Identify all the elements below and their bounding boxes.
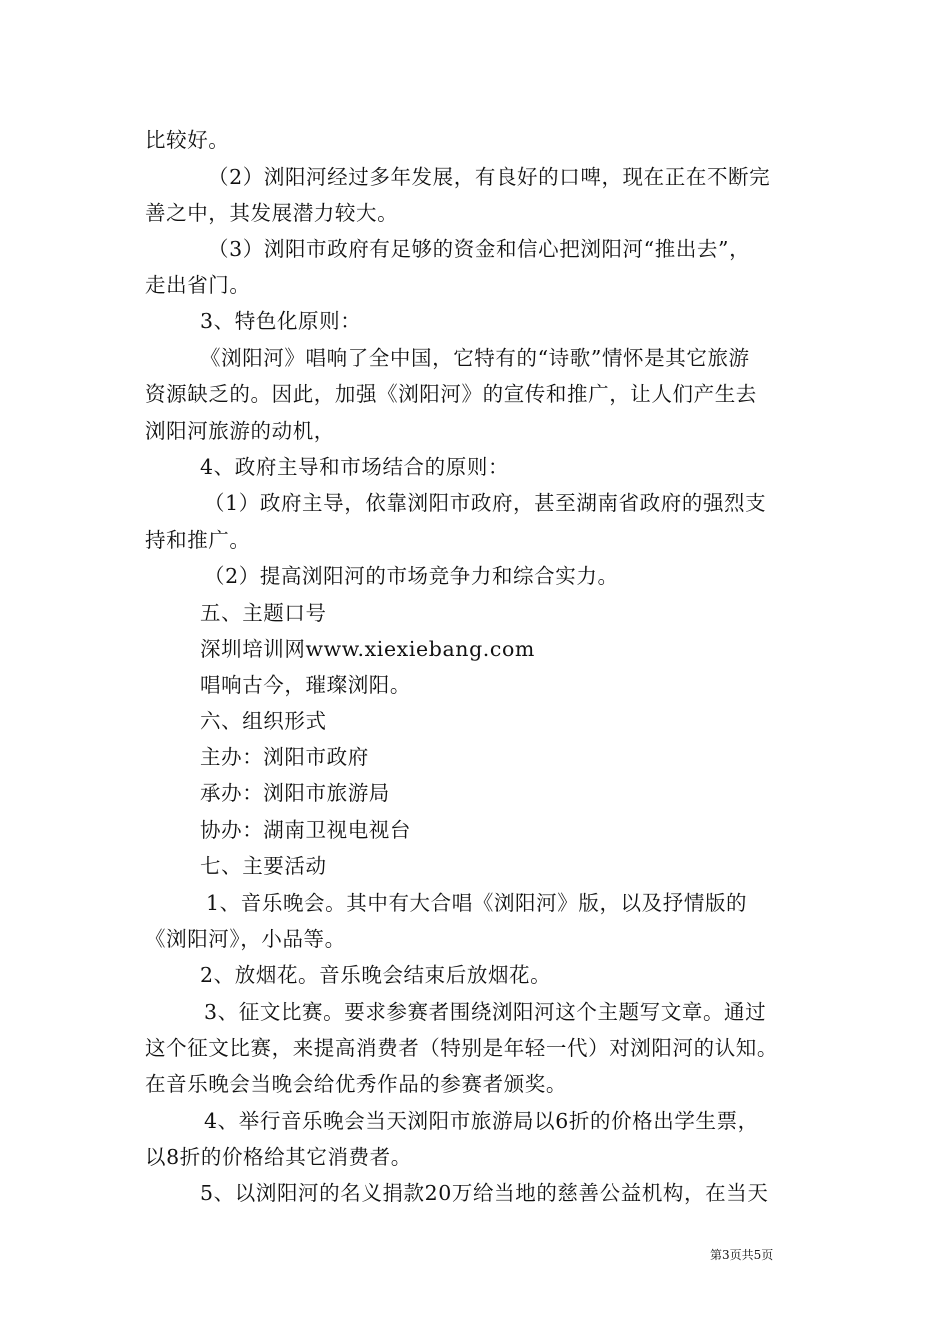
text-line: 3、特色化原则： xyxy=(200,309,362,333)
text-line: 深圳培训网www.xiexiebang.com xyxy=(200,637,535,661)
text-line: 五、主题口号 xyxy=(200,601,327,625)
text-line: 走出省门。 xyxy=(145,273,251,297)
text-line: 七、主要活动 xyxy=(200,854,327,878)
text-line: 主办：浏阳市政府 xyxy=(200,745,369,769)
text-line: 这个征文比赛，来提高消费者（特别是年轻一代）对浏阳河的认知。 xyxy=(145,1036,778,1060)
text-line: （2）提高浏阳河的市场竞争力和综合实力。 xyxy=(204,564,619,588)
text-line: 5、以浏阳河的名义捐款20万给当地的慈善公益机构，在当天 xyxy=(200,1181,769,1205)
text-line: 协办：湖南卫视电视台 xyxy=(200,818,411,842)
text-line: （3）浏阳市政府有足够的资金和信心把浏阳河“推出去”， xyxy=(208,237,751,261)
text-line: （1）政府主导，依靠浏阳市政府，甚至湖南省政府的强烈支 xyxy=(204,491,767,515)
page-number: 第3页共5页 xyxy=(710,1248,774,1262)
text-line: 比较好。 xyxy=(145,128,230,152)
text-line: 持和推广。 xyxy=(145,528,251,552)
text-line: 以8折的价格给其它消费者。 xyxy=(145,1145,412,1169)
text-line: 2、放烟花。音乐晚会结束后放烟花。 xyxy=(200,963,552,987)
text-line: 《浏阳河》，小品等。 xyxy=(145,927,346,951)
text-line: 4、举行音乐晚会当天浏阳市旅游局以6折的价格出学生票， xyxy=(204,1109,759,1133)
text-line: 资源缺乏的。因此，加强《浏阳河》的宣传和推广，让人们产生去 xyxy=(145,382,757,406)
text-line: 六、组织形式 xyxy=(200,709,327,733)
text-line: 4、政府主导和市场结合的原则： xyxy=(200,455,510,479)
text-line: 承办：浏阳市旅游局 xyxy=(200,781,390,805)
text-line: （2）浏阳河经过多年发展，有良好的口啤，现在正在不断完 xyxy=(208,165,771,189)
text-line: 3、征文比赛。要求参赛者围绕浏阳河这个主题写文章。通过 xyxy=(204,1000,767,1024)
text-line: 在音乐晚会当晚会给优秀作品的参赛者颁奖。 xyxy=(145,1072,567,1096)
text-line: 《浏阳河》唱响了全中国，它特有的“诗歌”情怀是其它旅游 xyxy=(200,346,750,370)
text-line: 1、音乐晚会。其中有大合唱《浏阳河》版，以及抒情版的 xyxy=(206,891,748,915)
text-line: 唱响古今，璀璨浏阳。 xyxy=(200,673,411,697)
text-line: 善之中，其发展潜力较大。 xyxy=(145,201,399,225)
text-line: 浏阳河旅游的动机， xyxy=(145,419,335,443)
